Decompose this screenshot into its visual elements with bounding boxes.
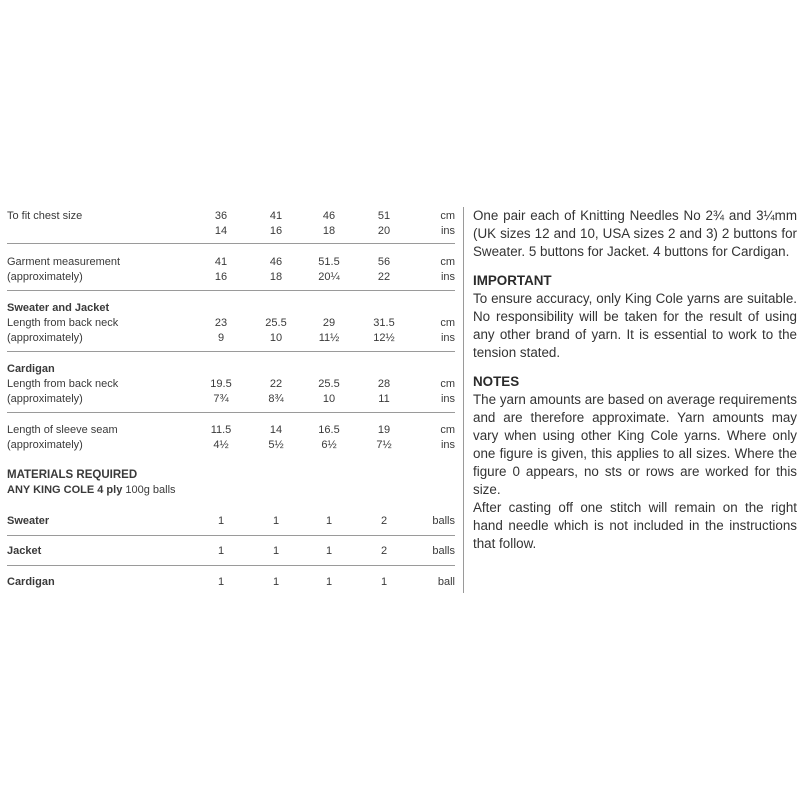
- notes-heading: NOTES: [473, 374, 520, 389]
- chest-cm-4: 51: [377, 210, 391, 222]
- sweater-balls-4: 2: [380, 515, 388, 527]
- sleeve-label: Length of sleeve seam: [7, 424, 118, 436]
- sleeve-approx-label: (approximately): [7, 439, 83, 451]
- garment-cm-3: 51.5: [318, 256, 340, 268]
- cg-ins-1: 7¾: [213, 393, 229, 405]
- garment-approx-label: (approximately): [7, 271, 83, 283]
- jacket-balls-1: 1: [217, 545, 225, 557]
- cardigan-balls-2: 1: [272, 576, 280, 588]
- cg-ins-3: 10: [322, 393, 336, 405]
- important-text: To ensure accuracy, only King Cole yarns are suitable. No responsibility will be taken for the result of using any other brand of yarn. It is essential to work to the tension stated.: [473, 291, 797, 360]
- garment-cm-4: 56: [377, 256, 391, 268]
- sweater-balls-unit: balls: [432, 515, 455, 527]
- chest-ins-1: 14: [214, 225, 228, 237]
- sl-ins-3: 6½: [321, 439, 337, 451]
- sj-ins-2: 10: [269, 332, 283, 344]
- jacket-balls-unit: balls: [432, 545, 455, 557]
- chest-ins-4: 20: [377, 225, 391, 237]
- sj-ins-1: 9: [217, 332, 225, 344]
- sj-cm-1: 23: [214, 317, 228, 329]
- chest-ins-unit: ins: [440, 225, 455, 237]
- cardigan-length-label: Length from back neck: [7, 378, 119, 390]
- cg-ins-unit: ins: [440, 393, 455, 405]
- divider: [7, 412, 455, 413]
- garment-ins-unit: ins: [440, 271, 455, 283]
- divider: [7, 243, 455, 244]
- garment-label: Garment measurement: [7, 256, 121, 268]
- cardigan-balls-1: 1: [217, 576, 225, 588]
- cg-ins-4: 11: [378, 393, 390, 405]
- cg-cm-3: 25.5: [318, 378, 340, 390]
- instructions-column: [473, 207, 797, 553]
- chest-cm-unit: cm: [440, 210, 455, 222]
- cg-cm-2: 22: [269, 378, 283, 390]
- garment-ins-4: 22: [377, 271, 391, 283]
- chest-cm-1: 36: [214, 210, 228, 222]
- sweater-jacket-length-label: Length from back neck: [7, 317, 119, 329]
- cg-ins-2: 8¾: [268, 393, 284, 405]
- cg-cm-unit: cm: [440, 378, 455, 390]
- garment-cm-unit: cm: [440, 256, 455, 268]
- sweater-jacket-heading: Sweater and Jacket: [7, 302, 110, 314]
- materials-sweater-label: Sweater: [7, 515, 50, 527]
- divider: [7, 565, 455, 566]
- column-divider: [463, 207, 464, 593]
- yarn-name: ANY KING COLE 4 ply: [7, 484, 123, 496]
- sj-cm-3: 29: [322, 317, 336, 329]
- sj-cm-4: 31.5: [373, 317, 395, 329]
- jacket-balls-3: 1: [325, 545, 333, 557]
- sl-cm-unit: cm: [440, 424, 455, 436]
- chest-cm-3: 46: [322, 210, 336, 222]
- notes-casting-off-text: After casting off one stitch will remain on the right hand needle which is not included in the instructions that follow.: [473, 500, 797, 551]
- jacket-balls-2: 1: [272, 545, 280, 557]
- garment-cm-1: 41: [214, 256, 228, 268]
- sl-ins-1: 4½: [213, 439, 229, 451]
- cardigan-balls-4: 1: [380, 576, 388, 588]
- divider: [7, 290, 455, 291]
- sl-ins-4: 7½: [376, 439, 392, 451]
- sl-cm-1: 11.5: [210, 424, 232, 436]
- cardigan-heading: Cardigan: [7, 363, 55, 375]
- sl-ins-unit: ins: [440, 439, 455, 451]
- materials-jacket-label: Jacket: [7, 545, 42, 557]
- sj-cm-unit: cm: [440, 317, 455, 329]
- sl-cm-4: 19: [377, 424, 391, 436]
- sweater-balls-3: 1: [325, 515, 333, 527]
- chest-ins-2: 16: [269, 225, 283, 237]
- sweater-jacket-approx-label: (approximately): [7, 332, 83, 344]
- sweater-balls-2: 1: [272, 515, 280, 527]
- notes-text: The yarn amounts are based on average requirements and are therefore approximate. Yarn amounts may vary when using other King Cole yarns. Where only one figure is given, this applies to all sizes. Where the figure 0 appears, no sts or rows are worked for this size.: [473, 392, 797, 497]
- sj-ins-3: 11½: [318, 332, 340, 344]
- cg-cm-1: 19.5: [210, 378, 232, 390]
- sj-cm-2: 25.5: [265, 317, 287, 329]
- garment-cm-2: 46: [269, 256, 283, 268]
- cg-cm-4: 28: [377, 378, 391, 390]
- sl-ins-2: 5½: [268, 439, 284, 451]
- needles-buttons-text: One pair each of Knitting Needles No 2¾ and 3¼mm (UK sizes 12 and 10, USA sizes 2 and 3) 2 buttons for Sweater. 5 buttons for Jacket. 4 buttons for Cardigan.: [473, 208, 797, 259]
- cardigan-balls-unit: ball: [437, 576, 455, 588]
- sweater-balls-1: 1: [217, 515, 225, 527]
- jacket-balls-4: 2: [380, 545, 388, 557]
- sj-ins-4: 12½: [373, 332, 395, 344]
- yarn-ball-size: 100g balls: [125, 484, 176, 496]
- divider: [7, 535, 455, 536]
- garment-ins-1: 16: [214, 271, 228, 283]
- chest-label: To fit chest size: [7, 210, 83, 222]
- divider: [7, 351, 455, 352]
- sl-cm-3: 16.5: [318, 424, 340, 436]
- materials-cardigan-label: Cardigan: [7, 576, 55, 588]
- sj-ins-unit: ins: [440, 332, 455, 344]
- garment-ins-2: 18: [269, 271, 283, 283]
- sl-cm-2: 14: [269, 424, 283, 436]
- cardigan-approx-label: (approximately): [7, 393, 83, 405]
- chest-ins-3: 18: [322, 225, 336, 237]
- yarn-description: [7, 484, 176, 496]
- cardigan-balls-3: 1: [325, 576, 333, 588]
- chest-cm-2: 41: [269, 210, 283, 222]
- important-heading: IMPORTANT: [473, 273, 552, 288]
- garment-ins-3: 20¼: [318, 271, 340, 283]
- materials-heading: MATERIALS REQUIRED: [7, 469, 138, 481]
